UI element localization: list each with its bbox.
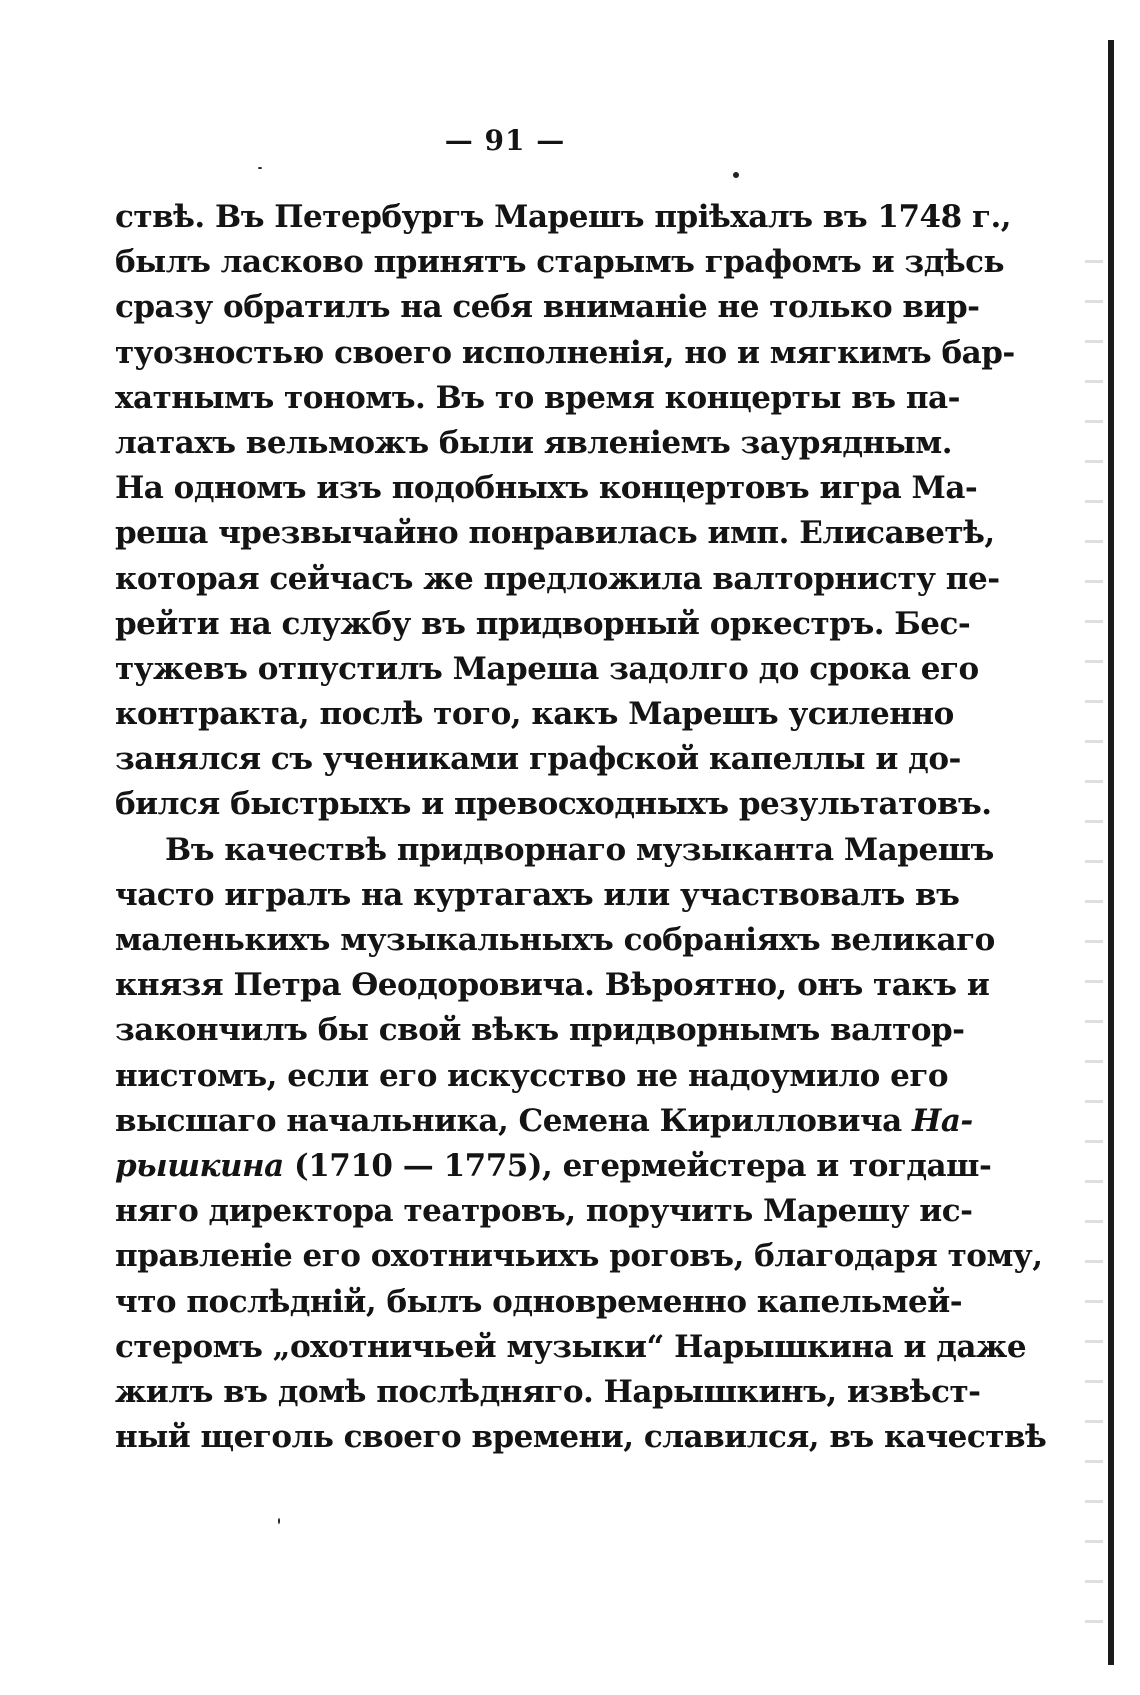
text-line: бился быстрыхъ и превосходныхъ результатовъ.	[115, 786, 992, 823]
text-line: ствѣ. Въ Петербургъ Марешъ пріѣхалъ въ 1748 г.,	[115, 199, 1012, 235]
text-line: Въ качествѣ придворнаго музыканта Марешъ	[165, 831, 994, 868]
text-line: что послѣдній, былъ одновременно капельмей-	[115, 1283, 963, 1320]
text-line: хатнымъ тономъ. Въ то время концерты въ па-	[115, 379, 960, 416]
text-line: закончилъ бы свой вѣкъ придворнымъ валтор-	[115, 1012, 965, 1049]
italic-name: На-	[912, 1102, 973, 1139]
print-speck	[258, 167, 262, 169]
page-number: — 91 —	[444, 124, 566, 157]
text-line: маленькихъ музыкальныхъ собраніяхъ великаго	[115, 922, 995, 958]
text-line: былъ ласково принятъ старымъ графомъ и здѣсь	[115, 244, 1005, 281]
text-segment: высшаго начальника, Семена Кирилловича	[115, 1102, 902, 1139]
print-speck	[278, 1518, 280, 1524]
text-line: тужевъ отпустилъ Мареша задолго до срока его	[115, 650, 979, 687]
text-line: нистомъ, если его искусство не надоумило его	[115, 1057, 949, 1094]
text-line: которая сейчасъ же предложила валторнисту пе-	[115, 560, 1000, 597]
text-line: ный щеголь своего времени, славился, въ качествѣ	[115, 1419, 1047, 1456]
text-line: латахъ вельможъ были явленіемъ заурядным.	[115, 424, 952, 461]
text-line: правленіе его охотничьихъ роговъ, благодаря тому,	[115, 1238, 1043, 1275]
body-text	[115, 195, 1047, 1460]
page-binding-shadow	[1085, 260, 1103, 1660]
text-segment: (1710 — 1775), егермейстера и тогдаш-	[294, 1147, 992, 1184]
text-line: стеромъ „охотничьей музыки“ Нарышкина и даже	[115, 1328, 1027, 1365]
page-binding-edge	[1108, 40, 1114, 1665]
text-line-with-italic	[115, 1144, 992, 1189]
text-line: На одномъ изъ подобныхъ концертовъ игра Ма-	[115, 470, 978, 507]
text-line-with-italic	[115, 1099, 973, 1144]
text-line: туозностью своего исполненія, но и мягкимъ бар-	[115, 334, 1015, 371]
text-line: няго директора театровъ, поручить Марешу ис-	[115, 1193, 973, 1230]
text-line: контракта, послѣ того, какъ Марешъ усиленно	[115, 696, 954, 733]
text-line: часто игралъ на куртагахъ или участвовалъ въ	[115, 876, 960, 913]
print-speck	[733, 172, 739, 178]
text-line: жилъ въ домѣ послѣдняго. Нарышкинъ, извѣст-	[115, 1373, 981, 1410]
text-line: занялся съ учениками графской капеллы и до-	[115, 741, 961, 778]
text-line: реша чрезвычайно понравилась имп. Елисаветѣ,	[115, 515, 995, 552]
text-line: рейти на службу въ придворный оркестръ. Бес-	[115, 605, 971, 642]
italic-name: рышкина	[115, 1147, 284, 1184]
text-line: князя Петра Ѳеодоровича. Вѣроятно, онъ такъ и	[115, 967, 990, 1004]
text-line: сразу обратилъ на себя вниманіе не только вир-	[115, 289, 980, 326]
